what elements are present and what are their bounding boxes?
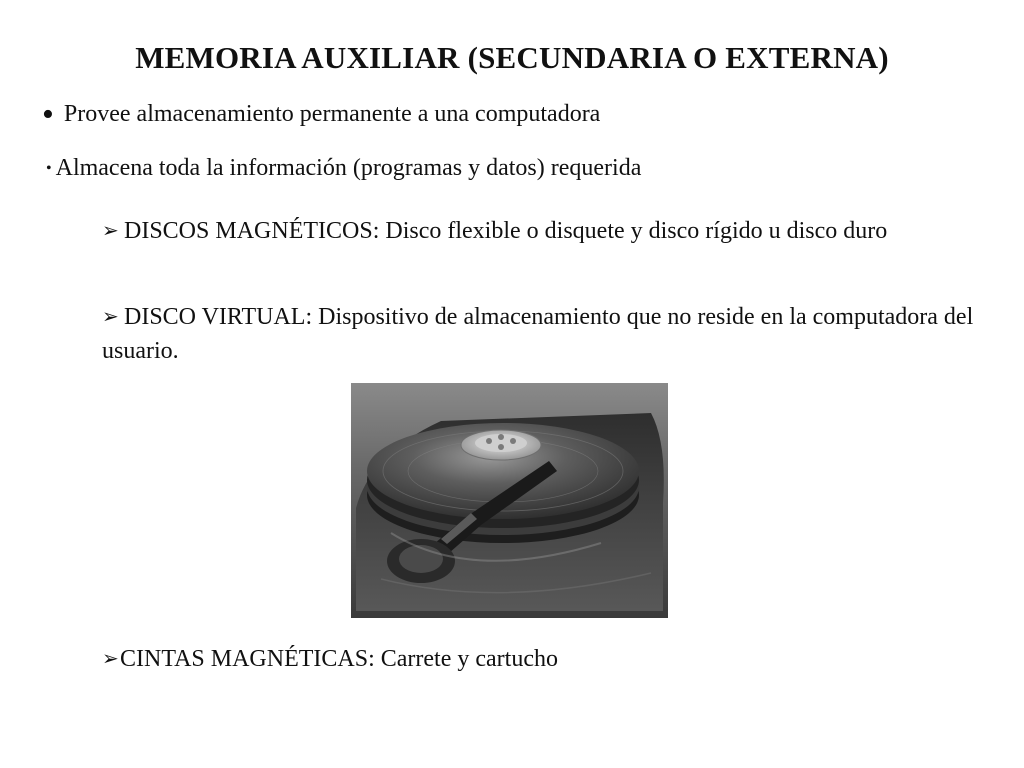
sub-item-text: DISCOS MAGNÉTICOS: Disco flexible o disquete y disco rígido u disco duro	[124, 218, 888, 244]
bullet-text: Almacena toda la información (programas y datos) requerida	[55, 155, 642, 181]
arrow-bullet-icon: ➢	[102, 648, 119, 670]
sub-item-text: CINTAS MAGNÉTICAS: Carrete y cartucho	[120, 646, 558, 672]
bullet-item-information	[46, 154, 641, 183]
bullet-marker: •	[42, 96, 54, 133]
sub-item-magnetic-disks	[102, 214, 982, 248]
bullet-text: Provee almacenamiento permanente a una computadora	[63, 101, 601, 127]
arrow-bullet-icon: ➢	[102, 306, 119, 328]
sub-item-text: DISCO VIRTUAL: Dispositivo de almacenamiento que no reside en la computadora del usuario.	[102, 304, 974, 364]
sub-item-virtual-disk	[102, 300, 982, 368]
bullet-item-storage	[42, 96, 601, 133]
hard-disk-photo-icon	[351, 383, 668, 618]
bullet-marker: •	[46, 160, 52, 177]
slide-title: MEMORIA AUXILIAR (SECUNDARIA O EXTERNA)	[135, 40, 889, 75]
arrow-bullet-icon: ➢	[102, 220, 119, 242]
sub-item-magnetic-tapes	[102, 642, 982, 676]
